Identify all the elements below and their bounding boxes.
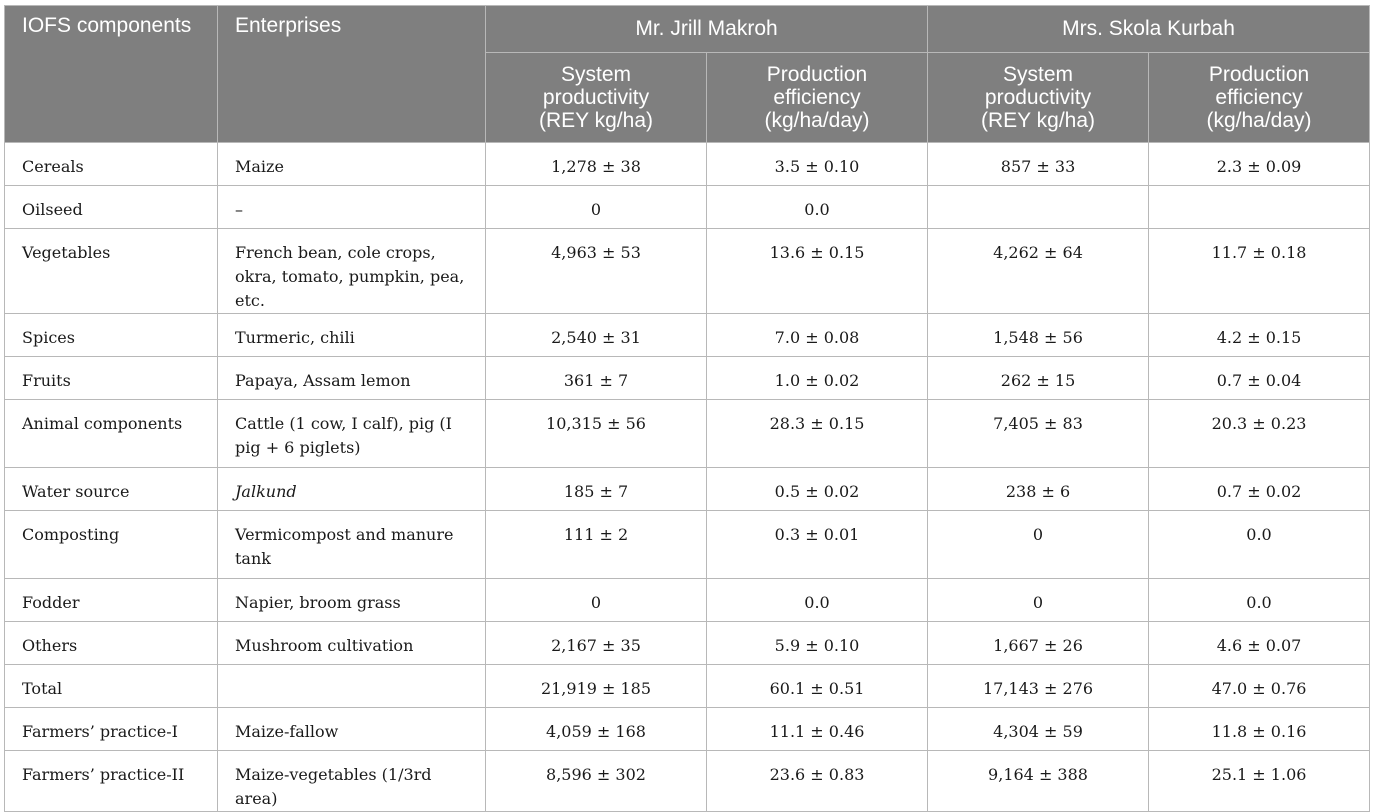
value-cell: 0 — [486, 579, 707, 622]
component-cell: Farmers’ practice-I — [5, 708, 218, 751]
header-production-efficiency: Production efficiency (kg/ha/day) — [707, 53, 928, 143]
header-enterprises: Enterprises — [218, 6, 486, 143]
value-cell: 5.9 ± 0.10 — [707, 622, 928, 665]
component-cell: Oilseed — [5, 186, 218, 229]
table-row — [5, 186, 1370, 229]
header-production-efficiency: Production efficiency (kg/ha/day) — [1149, 53, 1370, 143]
table-row — [5, 665, 1370, 708]
iofs-table — [4, 5, 1370, 812]
value-cell: 0.7 ± 0.02 — [1149, 468, 1370, 511]
table-row — [5, 143, 1370, 186]
table-row — [5, 314, 1370, 357]
enterprise-cell: Mushroom cultivation — [218, 622, 486, 665]
header-system-productivity: System productivity (REY kg/ha) — [928, 53, 1149, 143]
value-cell: 0 — [928, 511, 1149, 579]
table-row — [5, 622, 1370, 665]
component-cell: Others — [5, 622, 218, 665]
enterprise-cell: – — [218, 186, 486, 229]
value-cell: 0.0 — [1149, 579, 1370, 622]
value-cell: 1,278 ± 38 — [486, 143, 707, 186]
value-cell: 0.7 ± 0.04 — [1149, 357, 1370, 400]
value-cell: 23.6 ± 0.83 — [707, 751, 928, 812]
value-cell: 1.0 ± 0.02 — [707, 357, 928, 400]
table-row — [5, 229, 1370, 314]
component-cell: Total — [5, 665, 218, 708]
value-cell: 60.1 ± 0.51 — [707, 665, 928, 708]
enterprise-cell: Napier, broom grass — [218, 579, 486, 622]
table-row — [5, 579, 1370, 622]
value-cell: 0 — [928, 579, 1149, 622]
value-cell: 0.0 — [707, 186, 928, 229]
value-cell: 0 — [486, 186, 707, 229]
value-cell: 4,304 ± 59 — [928, 708, 1149, 751]
header-group-jrill-makroh: Mr. Jrill Makroh — [486, 6, 928, 53]
value-cell: 238 ± 6 — [928, 468, 1149, 511]
table-row — [5, 511, 1370, 579]
value-cell: 4,963 ± 53 — [486, 229, 707, 314]
table-row — [5, 400, 1370, 468]
component-cell: Composting — [5, 511, 218, 579]
enterprise-cell: Maize — [218, 143, 486, 186]
value-cell: 17,143 ± 276 — [928, 665, 1149, 708]
enterprise-cell: Papaya, Assam lemon — [218, 357, 486, 400]
value-cell: 361 ± 7 — [486, 357, 707, 400]
value-cell: 3.5 ± 0.10 — [707, 143, 928, 186]
enterprise-cell: Vermicompost and manure tank — [218, 511, 486, 579]
enterprise-cell: French bean, cole crops, okra, tomato, pumpkin, pea, etc. — [218, 229, 486, 314]
value-cell: 7,405 ± 83 — [928, 400, 1149, 468]
value-cell: 9,164 ± 388 — [928, 751, 1149, 812]
value-cell: 0.5 ± 0.02 — [707, 468, 928, 511]
component-cell: Vegetables — [5, 229, 218, 314]
value-cell: 10,315 ± 56 — [486, 400, 707, 468]
value-cell: 7.0 ± 0.08 — [707, 314, 928, 357]
value-cell: 4,262 ± 64 — [928, 229, 1149, 314]
table-body — [5, 143, 1370, 812]
value-cell: 11.7 ± 0.18 — [1149, 229, 1370, 314]
value-cell: 857 ± 33 — [928, 143, 1149, 186]
enterprise-cell: Jalkund — [218, 468, 486, 511]
value-cell: 2,540 ± 31 — [486, 314, 707, 357]
enterprise-cell — [218, 665, 486, 708]
header-group-skola-kurbah: Mrs. Skola Kurbah — [928, 6, 1370, 53]
value-cell: 4.6 ± 0.07 — [1149, 622, 1370, 665]
header-system-productivity: System productivity (REY kg/ha) — [486, 53, 707, 143]
value-cell: 2.3 ± 0.09 — [1149, 143, 1370, 186]
component-cell: Cereals — [5, 143, 218, 186]
value-cell: 0.0 — [1149, 511, 1370, 579]
enterprise-cell: Maize-vegetables (1/3rd area) — [218, 751, 486, 812]
table-row — [5, 357, 1370, 400]
value-cell — [928, 186, 1149, 229]
component-cell: Fodder — [5, 579, 218, 622]
value-cell: 111 ± 2 — [486, 511, 707, 579]
value-cell: 0.3 ± 0.01 — [707, 511, 928, 579]
value-cell: 2,167 ± 35 — [486, 622, 707, 665]
value-cell: 4,059 ± 168 — [486, 708, 707, 751]
value-cell: 262 ± 15 — [928, 357, 1149, 400]
value-cell: 21,919 ± 185 — [486, 665, 707, 708]
enterprise-cell: Turmeric, chili — [218, 314, 486, 357]
header-iofs-components: IOFS components — [5, 6, 218, 143]
table-header — [5, 6, 1370, 143]
value-cell: 1,548 ± 56 — [928, 314, 1149, 357]
value-cell: 4.2 ± 0.15 — [1149, 314, 1370, 357]
table-row — [5, 708, 1370, 751]
component-cell: Farmers’ practice-II — [5, 751, 218, 812]
value-cell: 8,596 ± 302 — [486, 751, 707, 812]
value-cell: 11.1 ± 0.46 — [707, 708, 928, 751]
value-cell: 25.1 ± 1.06 — [1149, 751, 1370, 812]
enterprise-cell: Cattle (1 cow, I calf), pig (I pig + 6 piglets) — [218, 400, 486, 468]
value-cell: 13.6 ± 0.15 — [707, 229, 928, 314]
component-cell: Animal components — [5, 400, 218, 468]
value-cell: 47.0 ± 0.76 — [1149, 665, 1370, 708]
value-cell: 0.0 — [707, 579, 928, 622]
value-cell: 20.3 ± 0.23 — [1149, 400, 1370, 468]
value-cell: 11.8 ± 0.16 — [1149, 708, 1370, 751]
table-row — [5, 751, 1370, 812]
component-cell: Spices — [5, 314, 218, 357]
value-cell: 185 ± 7 — [486, 468, 707, 511]
value-cell: 28.3 ± 0.15 — [707, 400, 928, 468]
component-cell: Water source — [5, 468, 218, 511]
component-cell: Fruits — [5, 357, 218, 400]
enterprise-cell: Maize-fallow — [218, 708, 486, 751]
value-cell: 1,667 ± 26 — [928, 622, 1149, 665]
value-cell — [1149, 186, 1370, 229]
table-row — [5, 468, 1370, 511]
